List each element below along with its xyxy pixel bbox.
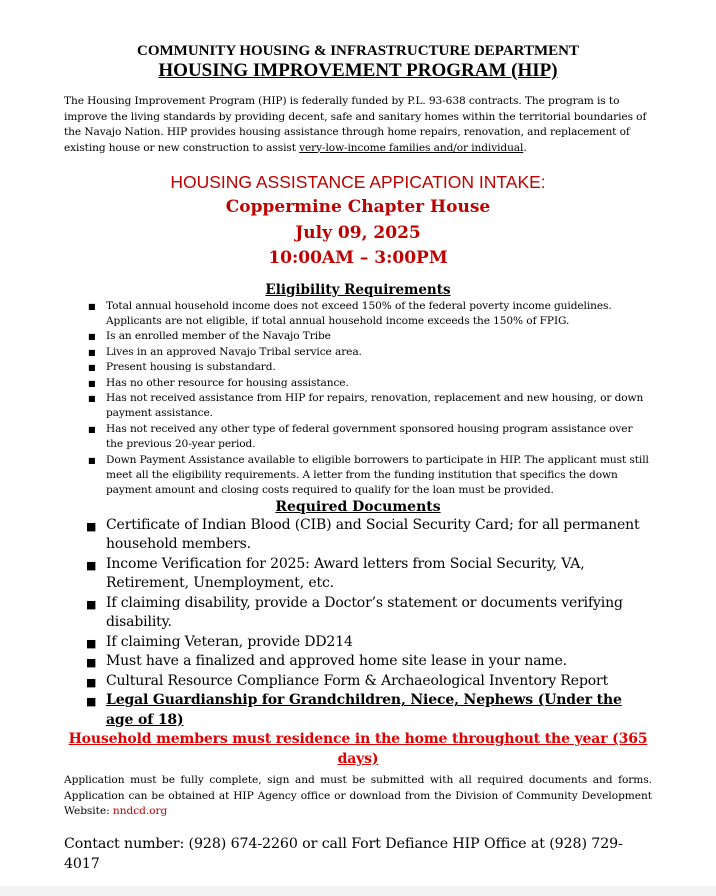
bullet-icon: ■ [86,558,97,572]
bullet-icon: ■ [86,597,97,611]
list-item: ■ Has not received any other type of federal government sponsored housing program assistance over the previous 20-year period. [88,422,633,451]
application-text: Application must be fully complete, sign and must be submitted with all required documents and forms. Application can be obtained at HIP Agency office or download from the Division of Community Development Website: [64,774,652,818]
eligibility-list [64,299,652,499]
list-item: ■ Legal Guardianship for Grandchildren, Niece, Nephews (Under the age of 18) [86,692,622,728]
intro-underlined-text: very-low-income families and/or individual [299,141,524,154]
list-item: ■ If claiming disability, provide a Doctor’s statement or documents verifying disability. [86,594,623,631]
program-title: HOUSING IMPROVEMENT PROGRAM (HIP) [158,60,558,81]
application-paragraph [64,773,652,820]
bullet-icon: ■ [86,636,97,650]
bullet-icon: ■ [88,393,96,403]
bullet-icon: ■ [88,347,96,357]
list-item: ■ Is an enrolled member of the Navajo Tribe [64,329,652,344]
bullet-icon: ■ [88,378,96,388]
event-time: 10:00AM – 3:00PM [268,248,448,268]
bullet-icon: ■ [88,424,96,434]
bullet-icon: ■ [86,675,97,689]
list-item: ■ Down Payment Assistance available to eligible borrowers to participate in HIP. The applicant must still meet all the eligibility requirements. A letter from the funding institution that specifics the down payment amount and closing costs required to qualify for the loan must be provided. [88,453,649,497]
list-item: ■ Cultural Resource Compliance Form & Archaeological Inventory Report [64,672,652,692]
bullet-icon: ■ [88,455,96,465]
event-location: Coppermine Chapter House [225,197,491,217]
intro-paragraph [64,94,652,156]
list-item: ■ Has no other resource for housing assistance. [64,376,652,391]
bullet-icon: ■ [88,301,96,311]
list-item: ■ Lives in an approved Navajo Tribal service area. [64,345,652,360]
event-date: July 09, 2025 [295,222,421,243]
intro-end: . [523,141,527,154]
list-item: ■ Has not received assistance from HIP for repairs, renovation, replacement and new housing, or down payment assistance. [88,391,644,420]
list-item: ■ If claiming Veteran, provide DD214 [64,633,652,653]
list-item: ■ Certificate of Indian Blood (CIB) and Social Security Card; for all permanent household members. [86,516,640,553]
list-item: ■ Income Verification for 2025: Award letters from Social Security, VA, Retirement, Unemployment, etc. [86,555,585,592]
household-notice: Household members must residence in the home throughout the year (365 days) [68,731,648,767]
bullet-icon: ■ [86,656,97,670]
contact-line: Contact number: (928) 674-2260 or call Fort Defiance HIP Office at (928) 729-4017 [64,835,623,872]
eligibility-title: Eligibility Requirements [265,281,451,298]
required-documents-list [64,516,652,731]
bullet-icon: ■ [88,332,96,342]
event-block [64,170,652,272]
website-link[interactable]: nndcd.org [112,805,168,818]
list-item: ■ Must have a finalized and approved home site lease in your name. [64,652,652,672]
bullet-icon: ■ [88,363,96,373]
required-documents-title: Required Documents [275,498,441,515]
bullet-icon: ■ [86,519,97,533]
intro-text: The Housing Improvement Program (HIP) is federally funded by P.L. 93-638 contracts. The program is to improve the living standards by providing decent, safe and sanitary homes within the territorial boundaries of the Navajo Nation. HIP provides housing assistance through home repairs, renovation, and replacement of existing house or new construction to assist [64,95,647,154]
department-heading: COMMUNITY HOUSING & INFRASTRUCTURE DEPARTMENT [137,43,579,59]
list-item: ■ Present housing is substandard. [64,360,652,375]
list-item: ■ Total annual household income does not exceed 150% of the federal poverty income guidelines. Applicants are not eligible, if total annual household income exceeds the 150% of FPIG. [88,299,612,327]
bullet-icon: ■ [86,695,97,709]
event-title: HOUSING ASSISTANCE APPICATION INTAKE: [170,172,546,192]
